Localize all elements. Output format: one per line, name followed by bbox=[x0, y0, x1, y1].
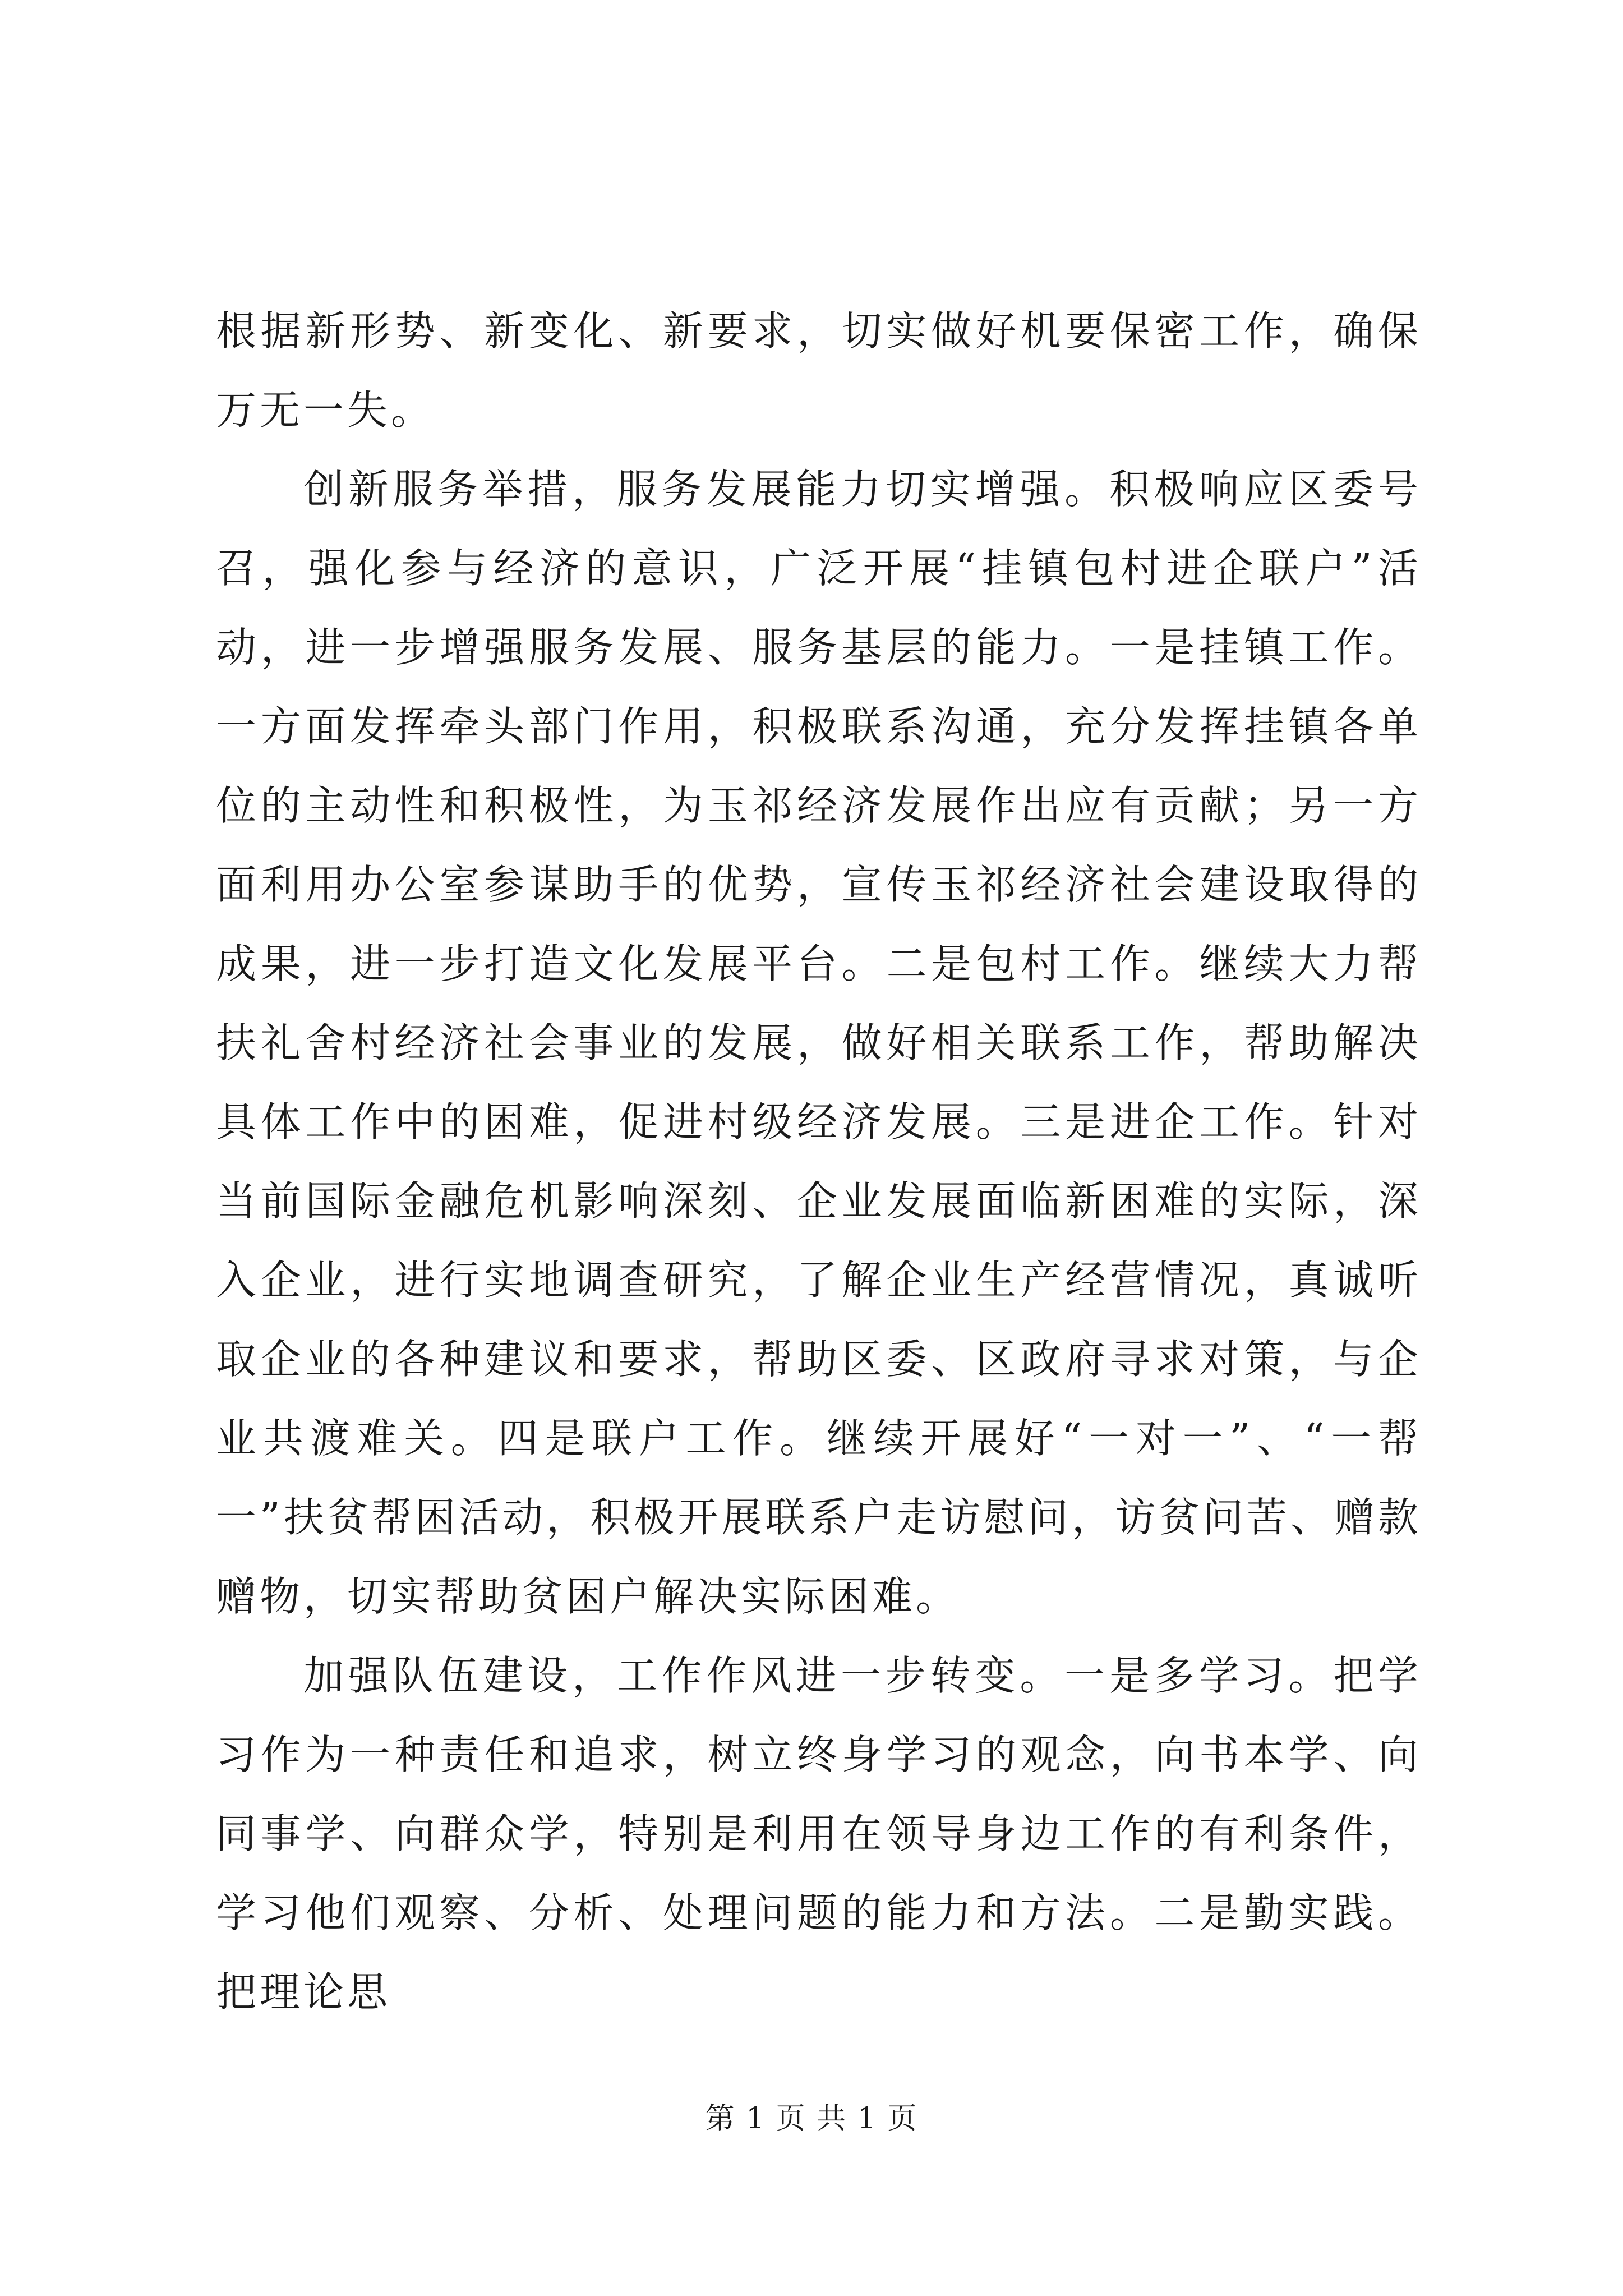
document-body bbox=[216, 292, 1422, 2032]
paragraph-1: 根据新形势、新变化、新要求，切实做好机要保密工作，确保万无一失。 bbox=[216, 307, 1422, 434]
page-footer: 第 1 页 共 1 页 bbox=[705, 2102, 918, 2136]
paragraph-3: 加强队伍建设，工作作风进一步转变。一是多学习。把学习作为一种责任和追求，树立终身学习的观念，向书本学、向同事学、向群众学，特别是利用在领导身边工作的有利条件，学习他们观察、分析、处理问题的能力和方法。二是勤实践。把理论思 bbox=[216, 1652, 1422, 2016]
paragraph-2: 创新服务举措，服务发展能力切实增强。积极响应区委号召，强化参与经济的意识，广泛开展“挂镇包村进企联户”活动，进一步增强服务发展、服务基层的能力。一是挂镇工作。一方面发挥牵头部门作用，积极联系沟通，充分发挥挂镇各单位的主动性和积极性，为玉祁经济发展作出应有贡献；另一方面利用办公室参谋助手的优势，宣传玉祁经济社会建设取得的成果，进一步打造文化发展平台。二是包村工作。继续大力帮扶礼舍村经济社会事业的发展，做好相关联系工作，帮助解决具体工作中的困难，促进村级经济发展。三是进企工作。针对当前国际金融危机影响深刻、企业发展面临新困难的实际，深入企业，进行实地调查研究，了解企业生产经营情况，真诚听取企业的各种建议和要求，帮助区委、区政府寻求对策，与企业共渡难关。四是联户工作。继续开展好“一对一”、“一帮一”扶贫帮困活动，积极开展联系户走访慰问，访贫问苦、赠款赠物，切实帮助贫困户解决实际困难。 bbox=[216, 466, 1422, 1620]
